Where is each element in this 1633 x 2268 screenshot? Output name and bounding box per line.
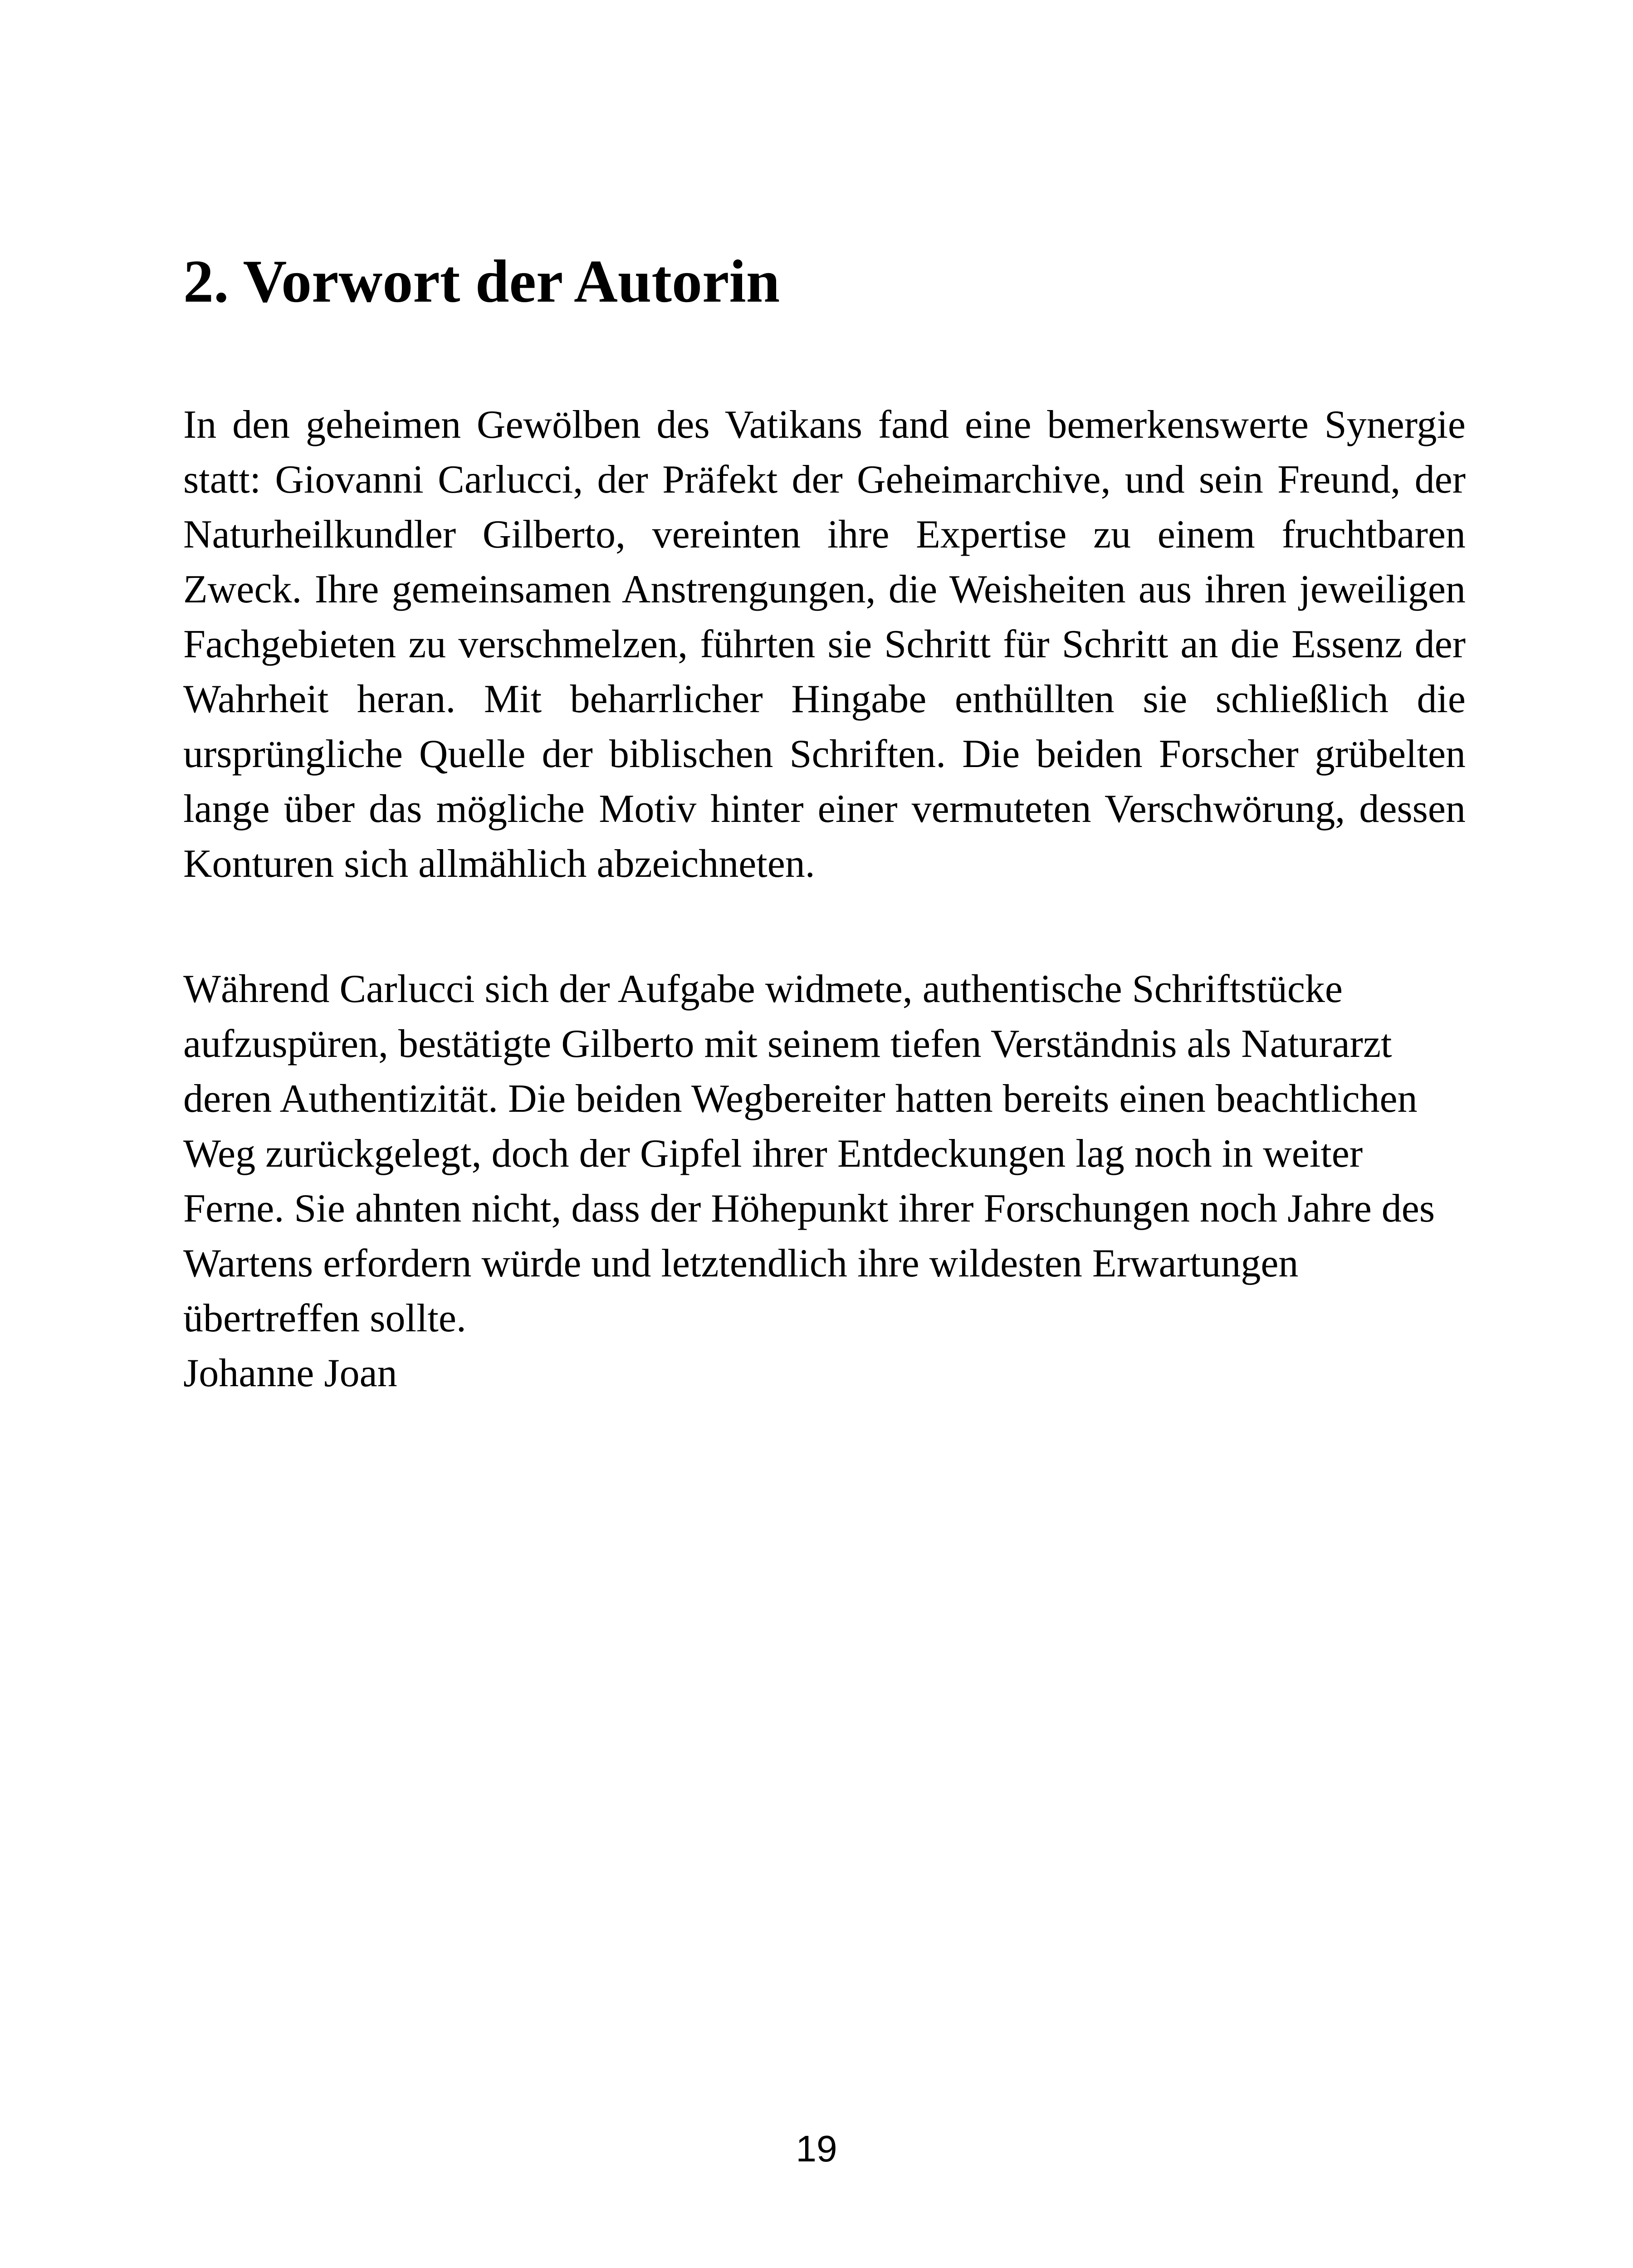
author-signature: Johanne Joan (183, 1351, 397, 1395)
body-paragraph-1: In den geheimen Gewölben des Vatikans fand eine bemerkenswerte Synergie statt: Giovanni Carlucci, der Präfekt der Geheimarchive, und sein Freund, der Naturheilkundler Gilberto, vereinten ihre Expertise zu einem fruchtbaren Zweck. Ihre gemeinsamen Anstrengungen, die Weisheiten aus ihren jeweiligen Fachgebieten zu verschmelzen, führten sie Schritt für Schritt an die Essenz der Wahrheit heran. Mit beharrlicher Hingabe enthüllten sie schließlich die ursprüngliche Quelle der biblischen Schriften. Die beiden Forscher grübelten lange über das mögliche Motiv hinter einer vermuteten Verschwörung, dessen Konturen sich allmählich abzeichneten. (183, 403, 1466, 886)
chapter-heading: 2. Vorwort der Autorin (183, 248, 780, 315)
body-paragraph-2-block (183, 962, 1466, 1401)
body-paragraph-2: Während Carlucci sich der Aufgabe widmete, authentische Schriftstücke aufzuspüren, bestätigte Gilberto mit seinem tiefen Verständnis als Naturarzt deren Authentizität. Die beiden Wegbereiter hatten bereits einen beachtlichen Weg zurückgelegt, doch der Gipfel ihrer Entdeckungen lag noch in weiter Ferne. Sie ahnten nicht, dass der Höhepunkt ihrer Forschungen noch Jahre des Wartens erfordern würde und letztendlich ihre wildesten Erwartungen übertreffen sollte. (183, 967, 1435, 1340)
page-number: 19 (796, 2128, 837, 2170)
